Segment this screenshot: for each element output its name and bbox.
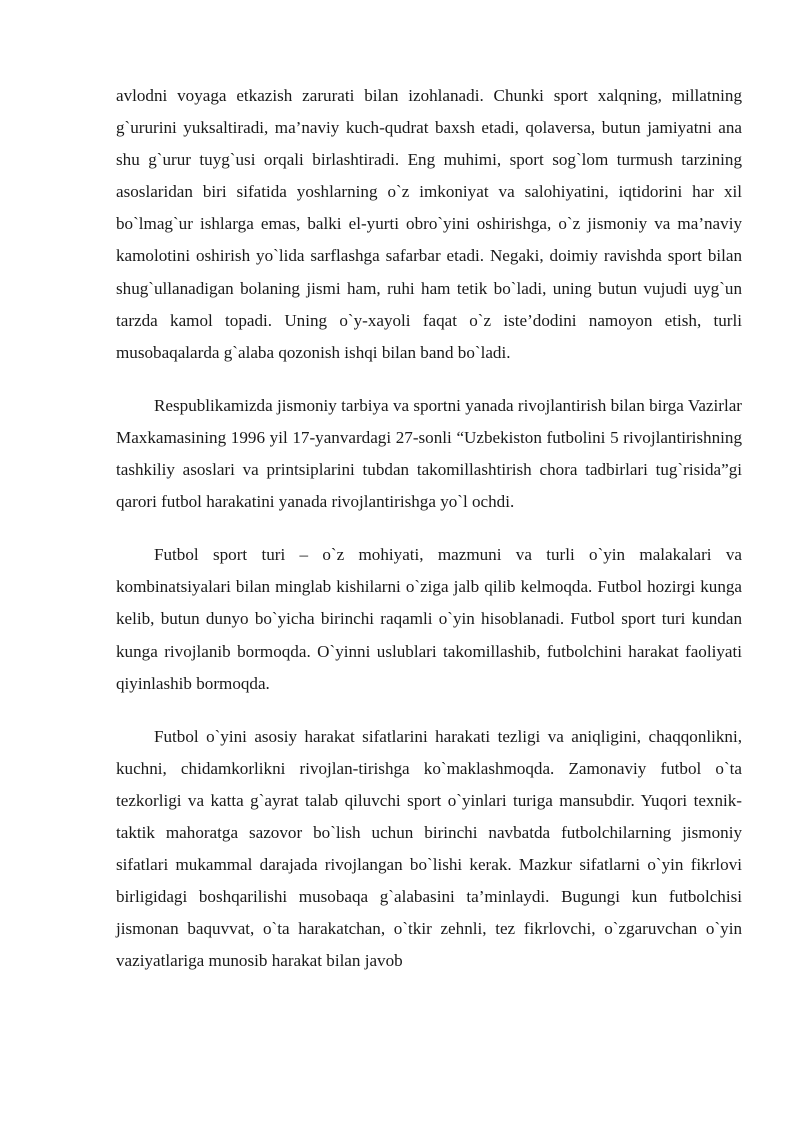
paragraph-2: Respublikamizda jismoniy tarbiya va sportni yanada rivojlantirish bilan birga Vazirlar Maxkamasining 1996 yil 17-yanvardagi 27-sonli “Uzbekiston futbolini 5 rivojlantirishning tashkiliy asoslari va printsiplarini tubdan takomillashtirish chora tadbirlari tug`risida”gi qarori futbol harakatini yanada rivojlantirishga yo`l ochdi.: [116, 395, 742, 512]
paragraph-3: Futbol sport turi – o`z mohiyati, mazmuni va turli o`yin malakalari va kombinatsiyalari bilan minglab kishilarni o`ziga jalb qilib kelmoqda. Futbol hozirgi kunga kelib, butun dunyo bo`yicha birinchi raqamli o`yin hisoblanadi. Futbol sport turi kundan kunga rivojlanib bormoqda. O`yinni uslublari takomillashib, futbolchini harakat faoliyati qiyinlashib bormoqda.: [116, 545, 742, 693]
paragraph-4: Futbol o`yini asosiy harakat sifatlarini harakati tezligi va aniqligini, chaqqonlikni, kuchni, chidamkorlikni rivojlan-tirishga ko`maklashmoqda. Zamonaviy futbol o`ta tezkorligi va katta g`ayrat talab qiluvchi sport o`yinlari turiga mansubdir. Yuqori texnik-taktik mahoratga sazovor bo`lish uchun birinchi navbatda futbolchilarning jismoniy sifatlari mukammal darajada rivojlangan bo`lishi kerak. Mazkur sifatlarni o`yin fikrlovi birligidagi boshqarilishi musobaqa g`alabasini ta’minlaydi. Bugungi kun futbolchisi jismonan baquvvat, o`ta harakatchan, o`tkir zehnli, tez fikrlovchi, o`zgaruvchan o`yin vaziyatlariga munosib harakat bilan javob: [116, 726, 742, 971]
document-page: [116, 80, 742, 977]
paragraph-1: avlodni voyaga etkazish zarurati bilan izohlanadi. Chunki sport xalqning, millatning g`ururini yuksaltiradi, ma’naviy kuch-qudrat baxsh etadi, qolaversa, butun jamiyatni ana shu g`urur tuyg`usi orqali birlashtiradi. Eng muhimi, sport sog`lom turmush tarzining asoslaridan biri sifatida yoshlarning o`z imkoniyat va salohiyatini, iqtidorini har xil bo`lmag`ur ishlarga emas, balki el-yurti obro`yini oshirishga, o`z jismoniy va ma’naviy kamolotini oshirish yo`lida sarflashga safarbar etadi. Negaki, doimiy ravishda sport bilan shug`ullanadigan bolaning jismi ham, ruhi ham tetik bo`ladi, uning butun vujudi uyg`un tarzda kamol topadi. Uning o`y-xayoli faqat o`z iste’dodini namoyon etish, turli musobaqalarda g`alaba qozonish ishqi bilan band bo`ladi.: [116, 86, 742, 362]
